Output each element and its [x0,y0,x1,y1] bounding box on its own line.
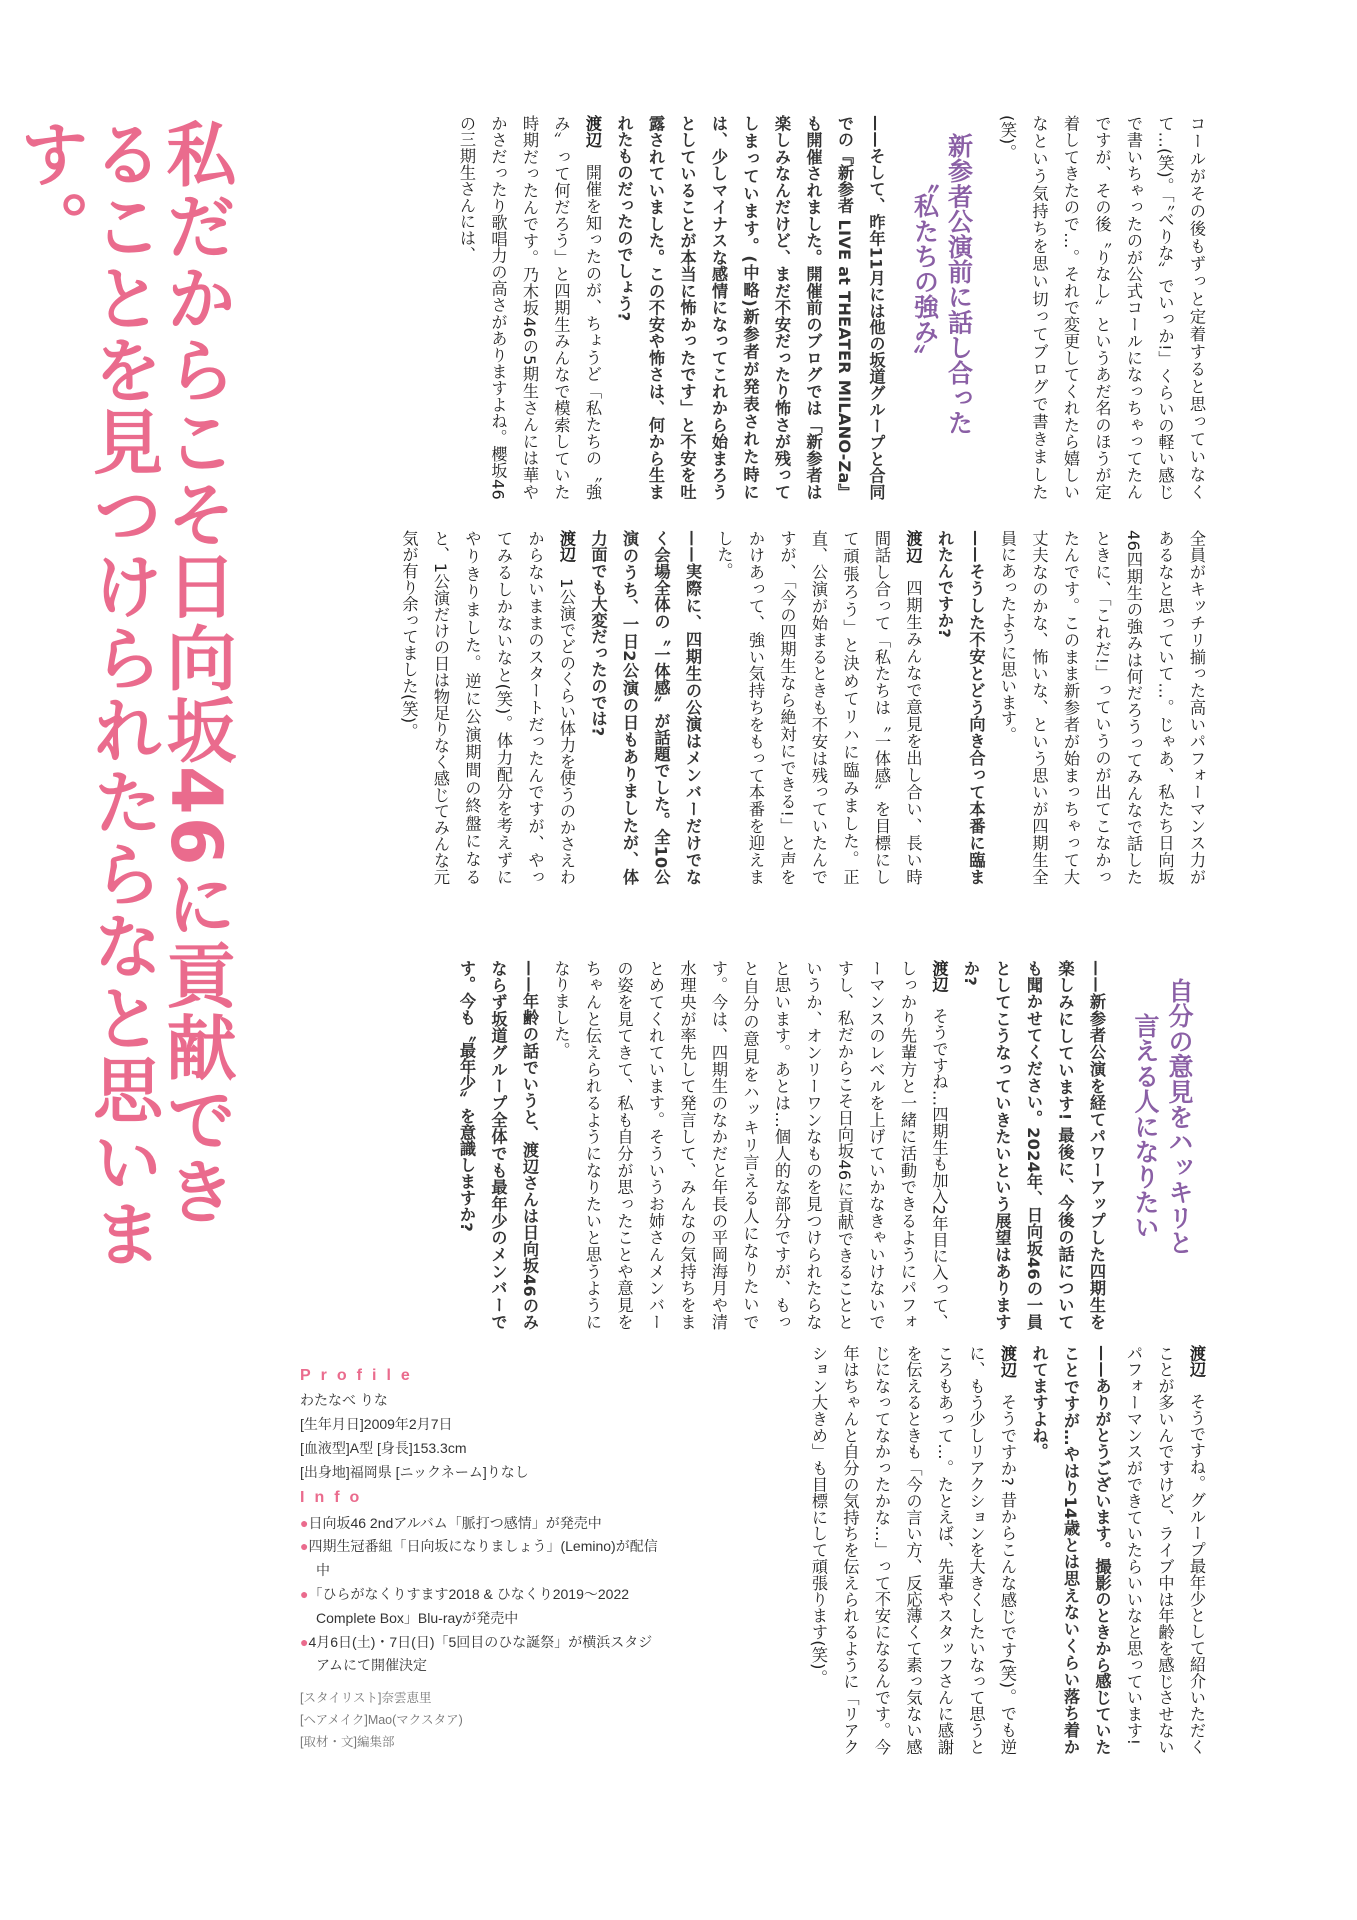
bullet-icon: ● [300,1538,309,1555]
speaker-label: 渡辺 [929,960,949,993]
subhead-opinion [1128,960,1196,1330]
answer-text: 開催を知ったのが、ちょうど「私たちの〝強み〟って何だろう」と四期生みんなで模索していた時期だったんです。乃木坂46の5期生さんには華やかさだったり歌唱力の高さがありますよね。櫻坂46の三期生さんには、 [457,115,602,500]
answer [393,530,582,885]
question: ——年齢の話でいうと、渡辺さんは日向坂46のみならず坂道グループ全体でも最年少のメンバーです。今も〝最年少〟を意識しますか? [457,960,539,1330]
question: ——ありがとうございます。撮影のときから感じていたことですが…やはり14歳とは思えないくらい落ち着かれてますよね。 [1029,1345,1112,1755]
article-tier-2 [347,530,1212,885]
info-item-text: 四期生冠番組「日向坂になりましょう」(Lemino)が配信中 [308,1538,658,1579]
speaker-label: 渡辺 [1187,1345,1206,1378]
answer [545,960,955,1330]
info-item [300,1631,660,1679]
answer-text: そうですか? 昔からこんな感じです(笑)。でも逆に、もう少しリアクションを大きくしたいなって思うところもあって…。たとえば、先輩やスタッフさんに感謝を伝えるときも「今の言い方、反応薄くて素っ気ない感じになってなかったかな…」って不安になるんです。今年はちゃんと自分の気持ちを伝えられるように「リアクション大きめ」も目標にして頑張ります(笑)。 [809,1345,1017,1755]
answer-text: そうですね。グループ最年少として紹介いただくことが多いんですけど、ライブ中は年齢を感じさせないパフォーマンスができていたらいいなと思っています! [1124,1345,1206,1755]
answer-text: 四期生みんなで意見を出し合い、長い時間話し合って「私たちは〝一体感〟を目標にして頑張ろう」と決めてリハに臨みました。正直、公演が始まるときも不安は残っていたんですが、「今の四期生なら絶対にできる!」と声をかけあって、強い気持ちをもって本番を迎えました。 [714,530,923,885]
answer-text: そうですね…四期生も加入2年目に入って、しっかり先輩方と一緒に活動できるようにパフォーマンスのレベルを上げていかなきゃいけないですし、私だからこそ日向坂46に貢献できることというか、オンリーワンなものを見つけられたらなと思います。あとは…個人的な部分ですが、もっと自分の意見をハッキリ言える人になりたいです。今は、四期生のなかだと年長の平岡海月や清水理央が率先して発言して、みんなの気持ちをまとめてくれています。そういうお姉さんメンバーの姿を見てきて、私も自分が思ったことや意見をちゃんと伝えられるようになりたいと思うようになりました。 [551,960,949,1330]
info-item-text: 日向坂46 2ndアルバム「脈打つ感情」が発売中 [308,1514,602,1531]
article-tier-1 [347,115,1212,500]
info-item [300,1583,660,1631]
question: ——実際に、四期生の公演はメンバーだけでなく会場全体の〝一体感〟が話題でした。全10公演のうち、一日2公演の日もありましたが、体力面でも大変だったのでは? [588,530,702,885]
paragraph: コールがその後もずっと定着すると思っていなくて…(笑)。「〝べりな〟でいっか!」くらいの軽い感じで書いちゃったのが公式コールになっちゃってたんですが、その後〝りなし〟というあだ名のほうが定着してきたので…。それで変更してくれたら嬉しいなという気持ちを思い切ってブログで書きました(笑)。 [998,115,1206,500]
info-item-text: 4月6日(土)・7日(日)「5回目のひな誕祭」が横浜スタジアムにて開催決定 [308,1633,653,1674]
credit-interview: [取材・文]編集部 [300,1734,395,1749]
info-label: Info [300,1489,370,1507]
article-tier-3 [372,960,1212,1330]
paragraph: 全員がキッチリ揃った高いパフォーマンス力があるなと思っていて…。じゃあ、私たち日向坂46四期生の強みは何だろうってみんなで話したときに、「これだ!」っていうのが出てこなかったんです。このまま新参者が始まっちゃって大丈夫なのかな、怖いな、という思いが四期生全員にあったように思います。 [998,530,1206,885]
info-item [300,1512,660,1536]
profile-box [300,1362,660,1754]
answer [1118,1345,1213,1755]
info-item [300,1535,660,1583]
bullet-icon: ● [300,1633,309,1650]
answer [708,530,929,885]
credits [300,1688,660,1754]
subhead-line: 新参者公演前に話し合った [944,133,974,436]
speaker-label: 渡辺 [903,530,923,564]
speaker-label: 渡辺 [557,530,576,563]
article-tier-4 [652,1345,1212,1755]
question: ——新参者公演を経てパワーアップした四期生を楽しみにしています! 最後に、今後の話についても聞かせてください。2024年、日向坂46の一員としてこうなっていきたいという展望はありますか? [961,960,1106,1330]
info-item-text: 「ひらがなくりすます2018 & ひなくり2019〜2022 Complete Box」Blu-rayが発売中 [308,1585,630,1626]
question: ——そうした不安とどう向き合って本番に臨まれたんですか? [935,530,986,885]
subhead-line: 言える人になりたい [1131,1013,1160,1240]
speaker-label: 渡辺 [583,115,602,149]
answer [803,1345,1024,1755]
credit-hair-make: [ヘアメイク]Mao(マクスタア) [300,1713,463,1728]
subhead-strengths [908,115,976,500]
profile-blood-height: [血液型]A型 [身長]153.3cm [300,1439,467,1456]
profile-birthday: [生年月日]2009年2月7日 [300,1415,453,1432]
answer [451,115,609,500]
speaker-label: 渡辺 [998,1345,1017,1379]
bullet-icon: ● [300,1585,309,1602]
profile-origin-nickname: [出身地]福岡県 [ニックネーム]りなし [300,1463,529,1480]
credit-stylist: [スタイリスト]奈雲恵里 [300,1691,432,1706]
profile-label: Profile [300,1367,420,1384]
profile-name: わたなべ りな [300,1392,388,1409]
answer-text: 1公演でどのくらい体力を使うのかさえわからないままのスタートだったんですが、やってみるしかないなと(笑)。体力配分を考えずにやりきりました。逆に公演期間の終盤になると、1公演だけの日は物足りなく感じてみんな元気が有り余ってました(笑)。 [399,530,576,885]
subhead-line: 自分の意見をハッキリと [1165,978,1194,1256]
headline: 私だからこそ日向坂46に貢献できることを見つけられたらなと思います。 [8,118,237,1270]
bullet-icon: ● [300,1514,309,1531]
subhead-line: 〝私たちの強み〟 [910,168,940,370]
question: ——そして、昨年11月には他の坂道グループと合同での『新参者 LIVE at THEATER MILANO-Za』も開催されました。開催前のブログでは「新参者は楽しみなんだけど、まだ不安だったり怖さが残ってしまっています。(中略)新参者が発表された時には、少しマイナスな感情になってこれから始まろうとしていることが本当に怖かったです」と不安を吐露されていました。この不安や怖さは、何から生まれたものだったのでしょう? [614,115,886,500]
